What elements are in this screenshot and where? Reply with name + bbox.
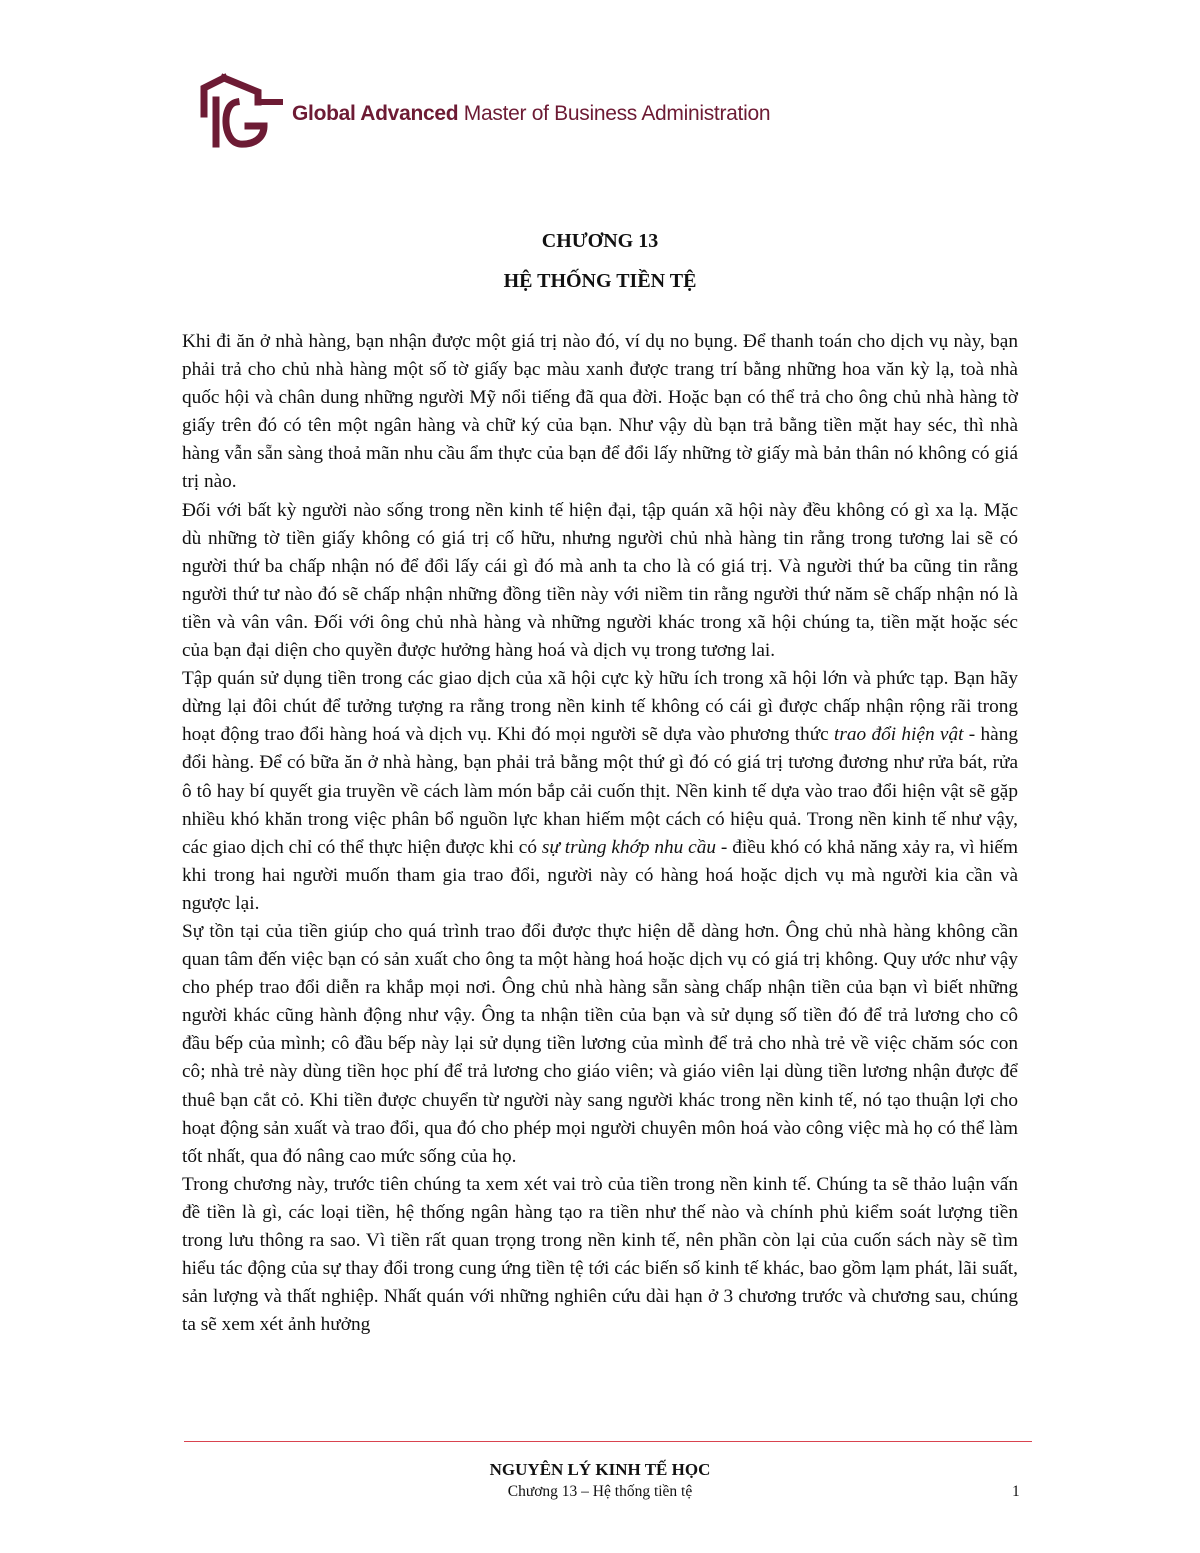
- footer-chapter-subtitle: Chương 13 – Hệ thống tiền tệ: [507, 1483, 693, 1500]
- chapter-title: HỆ THỐNG TIỀN TỆ: [503, 270, 697, 292]
- logo-wordmark-bold: Global Advanced: [292, 102, 459, 125]
- body-text: [182, 328, 1018, 1339]
- logo-wordmark: [292, 102, 770, 126]
- footer-divider: [184, 1441, 1032, 1442]
- footer-book-title: NGUYÊN LÝ KINH TẾ HỌC: [489, 1460, 711, 1479]
- paragraph: Trong chương này, trước tiên chúng ta xem xét vai trò của tiền trong nền kinh tế. Chúng ta sẽ thảo luận vấn đề tiền là gì, các loại tiền, hệ thống ngân hàng tạo ra tiền như thế nào và chính phủ kiểm soát lượng tiền trong lưu thông ra sao. Vì tiền rất quan trọng trong nền kinh tế, nên phần còn lại của cuốn sách này sẽ tìm hiểu tác động của sự thay đổi trong cung ứng tiền tệ tới các biến số kinh tế khác, bao gồm lạm phát, lãi suất, sản lượng và thất nghiệp. Nhất quán với những nghiên cứu dài hạn ở 3 chương trước và chương sau, chúng ta sẽ xem xét ảnh hưởng: [182, 1173, 1018, 1336]
- italic-term: sự trùng khớp nhu cầu: [541, 836, 717, 858]
- logo-wordmark-rest: Master of Business Administration: [458, 102, 771, 125]
- paragraph-text: - điều khó có khả năng xảy ra, vì hiếm khi trong hai người muốn tham gia trao đổi, người này có hàng hoá hoặc dịch vụ mà người kia cần và ngược lại.: [182, 836, 1018, 914]
- italic-term: trao đổi hiện vật: [834, 724, 964, 746]
- paragraph: Sự tồn tại của tiền giúp cho quá trình trao đổi được thực hiện dễ dàng hơn. Ông chủ nhà hàng không cần quan tâm đến việc bạn có sản xuất cho ông ta một hàng hoá hoặc dịch vụ có giá trị không. Quy ước như vậy cho phép trao đổi diễn ra khắp mọi nơi. Ông chủ nhà hàng sẵn sàng chấp nhận tiền của bạn vì biết những người khác cũng hành động như vậy. Ông ta nhận tiền của bạn và sử dụng số tiền đó để trả lương cho cô đầu bếp của mình; cô đầu bếp này lại sử dụng tiền lương của mình để trả cho nhà trẻ về việc chăm sóc con cô; nhà trẻ này dùng tiền học phí để trả lương cho giáo viên; và giáo viên lại dùng tiền lương nhận được để thuê bạn cắt cỏ. Khi tiền được chuyển từ người này sang người khác trong nền kinh tế, nó tạo thuận lợi cho hoạt động sản xuất và trao đổi, qua đó cho phép mọi người chuyên môn hoá vào công việc mà họ có thể làm tốt nhất, qua đó nâng cao mức sống của họ.: [182, 920, 1018, 1167]
- paragraph-text: - hàng đổi hàng. Để có bữa ăn ở nhà hàng, bạn phải trả bằng một thứ gì đó có giá trị tương đương như rửa bát, rửa ô tô hay bí quyết gia truyền về cách làm món bắp cải cuốn thịt. Nền kinh tế dựa vào trao đổi hiện vật sẽ gặp nhiều khó khăn trong việc phân bổ nguồn lực khan hiếm một cách có hiệu quả. Trong nền kinh tế như vậy, các giao dịch chỉ có thể thực hiện được khi có: [182, 724, 1019, 858]
- gamba-logo-icon: [194, 72, 286, 158]
- header-logo: [186, 72, 771, 164]
- page-number: 1: [1012, 1483, 1020, 1500]
- chapter-number: CHƯƠNG 13: [541, 230, 659, 252]
- paragraph: [182, 665, 1018, 918]
- paragraph: Khi đi ăn ở nhà hàng, bạn nhận được một giá trị nào đó, ví dụ no bụng. Để thanh toán cho dịch vụ này, bạn phải trả cho chủ nhà hàng một số tờ giấy bạc màu xanh được trang trí bằng những hoa văn kỳ lạ, toà nhà quốc hội và chân dung những người Mỹ nổi tiếng đã qua đời. Hoặc bạn có thể trả cho ông chủ nhà hàng tờ giấy trên đó có tên một ngân hàng và chữ ký của bạn. Như vậy dù bạn trả bằng tiền mặt hay séc, thì nhà hàng vẫn sẵn sàng thoả mãn nhu cầu ẩm thực của bạn để đổi lấy những tờ giấy mà bản thân nó không có giá trị nào.: [182, 331, 1018, 493]
- paragraph-text: Tập quán sử dụng tiền trong các giao dịch của xã hội cực kỳ hữu ích trong xã hội lớn và phức tạp. Bạn hãy dừng lại đôi chút để tưởng tượng ra rằng trong nền kinh tế không có cái gì được chấp nhận rộng rãi trong hoạt động trao đổi hàng hoá và dịch vụ. Khi đó mọi người sẽ dựa vào phương thức: [182, 668, 1018, 746]
- paragraph: Đối với bất kỳ người nào sống trong nền kinh tế hiện đại, tập quán xã hội này đều không có gì xa lạ. Mặc dù những tờ tiền giấy không có giá trị cố hữu, nhưng người chủ nhà hàng tin rằng trong tương lai sẽ có người thứ ba chấp nhận nó để đổi lấy cái gì đó mà anh ta cho là có giá trị. Và người thứ ba cũng tin rằng người thứ tư nào đó sẽ chấp nhận những đồng tiền này với niềm tin rằng người thứ năm sẽ chấp nhận nó là tiền và vân vân. Đối với ông chủ nhà hàng và những người khác trong xã hội chúng ta, tiền mặt hoặc séc của bạn đại diện cho quyền được hưởng hàng hoá và dịch vụ trong tương lai.: [182, 499, 1018, 662]
